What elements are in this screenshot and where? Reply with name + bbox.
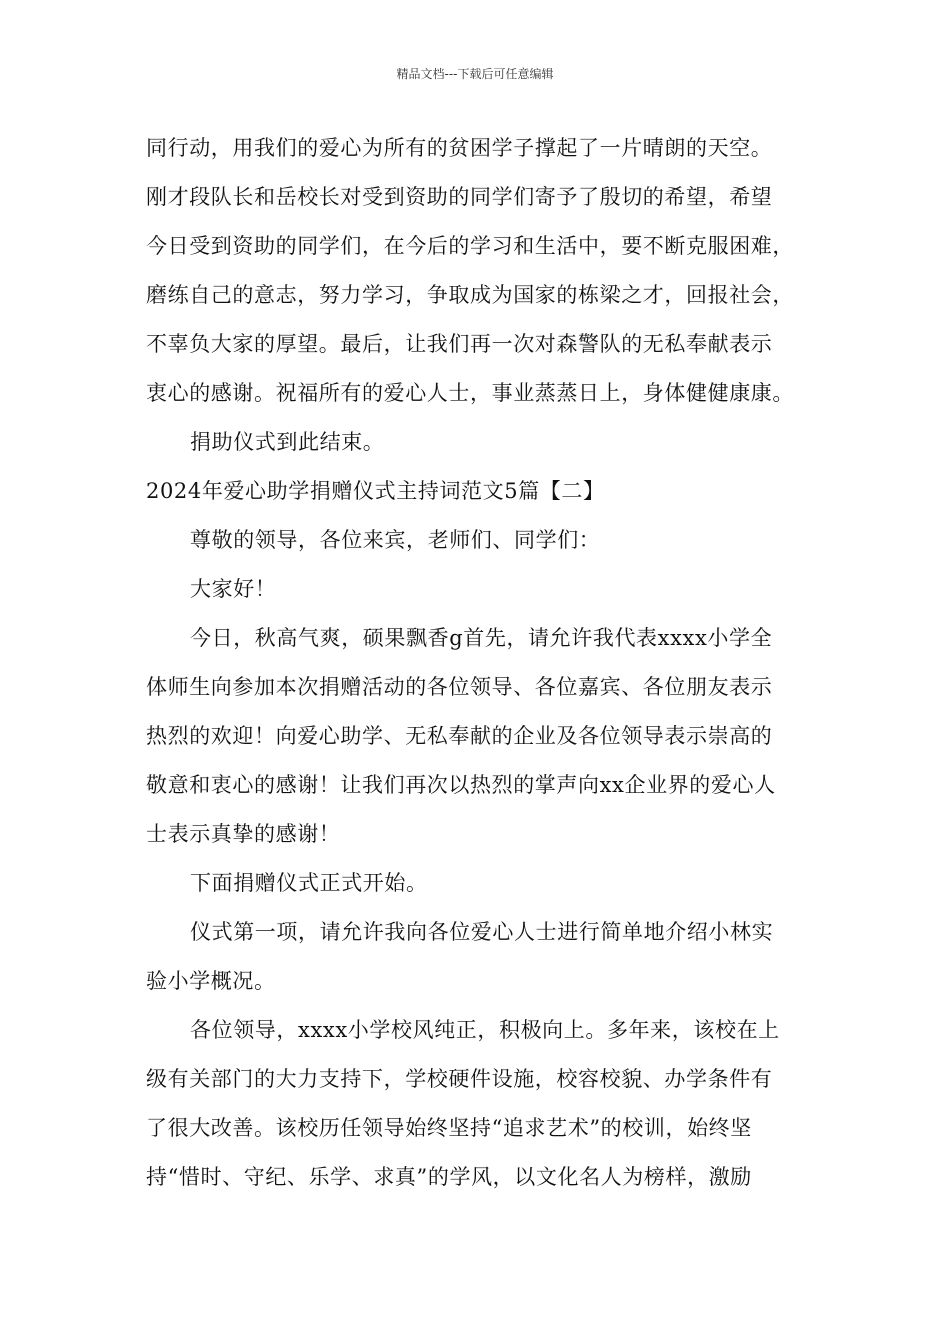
text-line: 刚才段队长和岳校长对受到资助的同学们寄予了殷切的希望，希望 — [146, 185, 773, 209]
text-line: 验小学概况。 — [146, 969, 276, 993]
text-line: 大家好！ — [190, 577, 277, 601]
text-line: 体师生向参加本次捐赠活动的各位领导、各位嘉宾、各位朋友表示 — [146, 675, 773, 699]
text-line: 同行动，用我们的爱心为所有的贫困学子撑起了一片晴朗的天空。 — [146, 136, 773, 160]
text-line: 热烈的欢迎！向爱心助学、无私奉献的企业及各位领导表示崇高的 — [146, 724, 773, 748]
text-line: 各位领导，xxxx小学校风纯正，积极向上。多年来，该校在上 — [190, 1018, 780, 1042]
text-line: 捐助仪式到此结束。 — [190, 430, 385, 454]
text-line: 尊敬的领导，各位来宾，老师们、同学们： — [190, 528, 601, 552]
text-line: 今日受到资助的同学们，在今后的学习和生活中，要不断克服困难， — [146, 234, 794, 258]
page-header: 精品文档---下载后可任意编辑 — [396, 67, 554, 81]
text-line: 不辜负大家的厚望。最后，让我们再一次对森警队的无私奉献表示 — [146, 332, 773, 356]
text-line: 衷心的感谢。祝福所有的爱心人士，事业蒸蒸日上，身体健健康康。 — [146, 381, 794, 405]
text-line: 了很大改善。该校历任领导始终坚持“追求艺术”的校训，始终坚 — [146, 1116, 752, 1140]
text-line: 下面捐赠仪式正式开始。 — [190, 871, 428, 895]
text-line: 级有关部门的大力支持下，学校硬件设施，校容校貌、办学条件有 — [146, 1067, 773, 1091]
text-line: 2024年爱心助学捐赠仪式主持词范文5篇【二】 — [146, 479, 605, 503]
document-body — [146, 124, 836, 1202]
text-line: 持“惜时、守纪、乐学、求真”的学风，以文化名人为榜样，激励 — [146, 1165, 752, 1189]
text-line: 仪式第一项，请允许我向各位爱心人士进行简单地介绍小林实 — [190, 920, 774, 944]
text-line: 士表示真挚的感谢！ — [146, 822, 341, 846]
text-line: 今日，秋高气爽，硕果飘香g首先，请允许我代表xxxx小学全 — [190, 626, 773, 650]
text-line: 磨练自己的意志，努力学习，争取成为国家的栋梁之才，回报社会， — [146, 283, 794, 307]
text-line: 敬意和衷心的感谢！让我们再次以热烈的掌声向xx企业界的爱心人 — [146, 773, 776, 797]
